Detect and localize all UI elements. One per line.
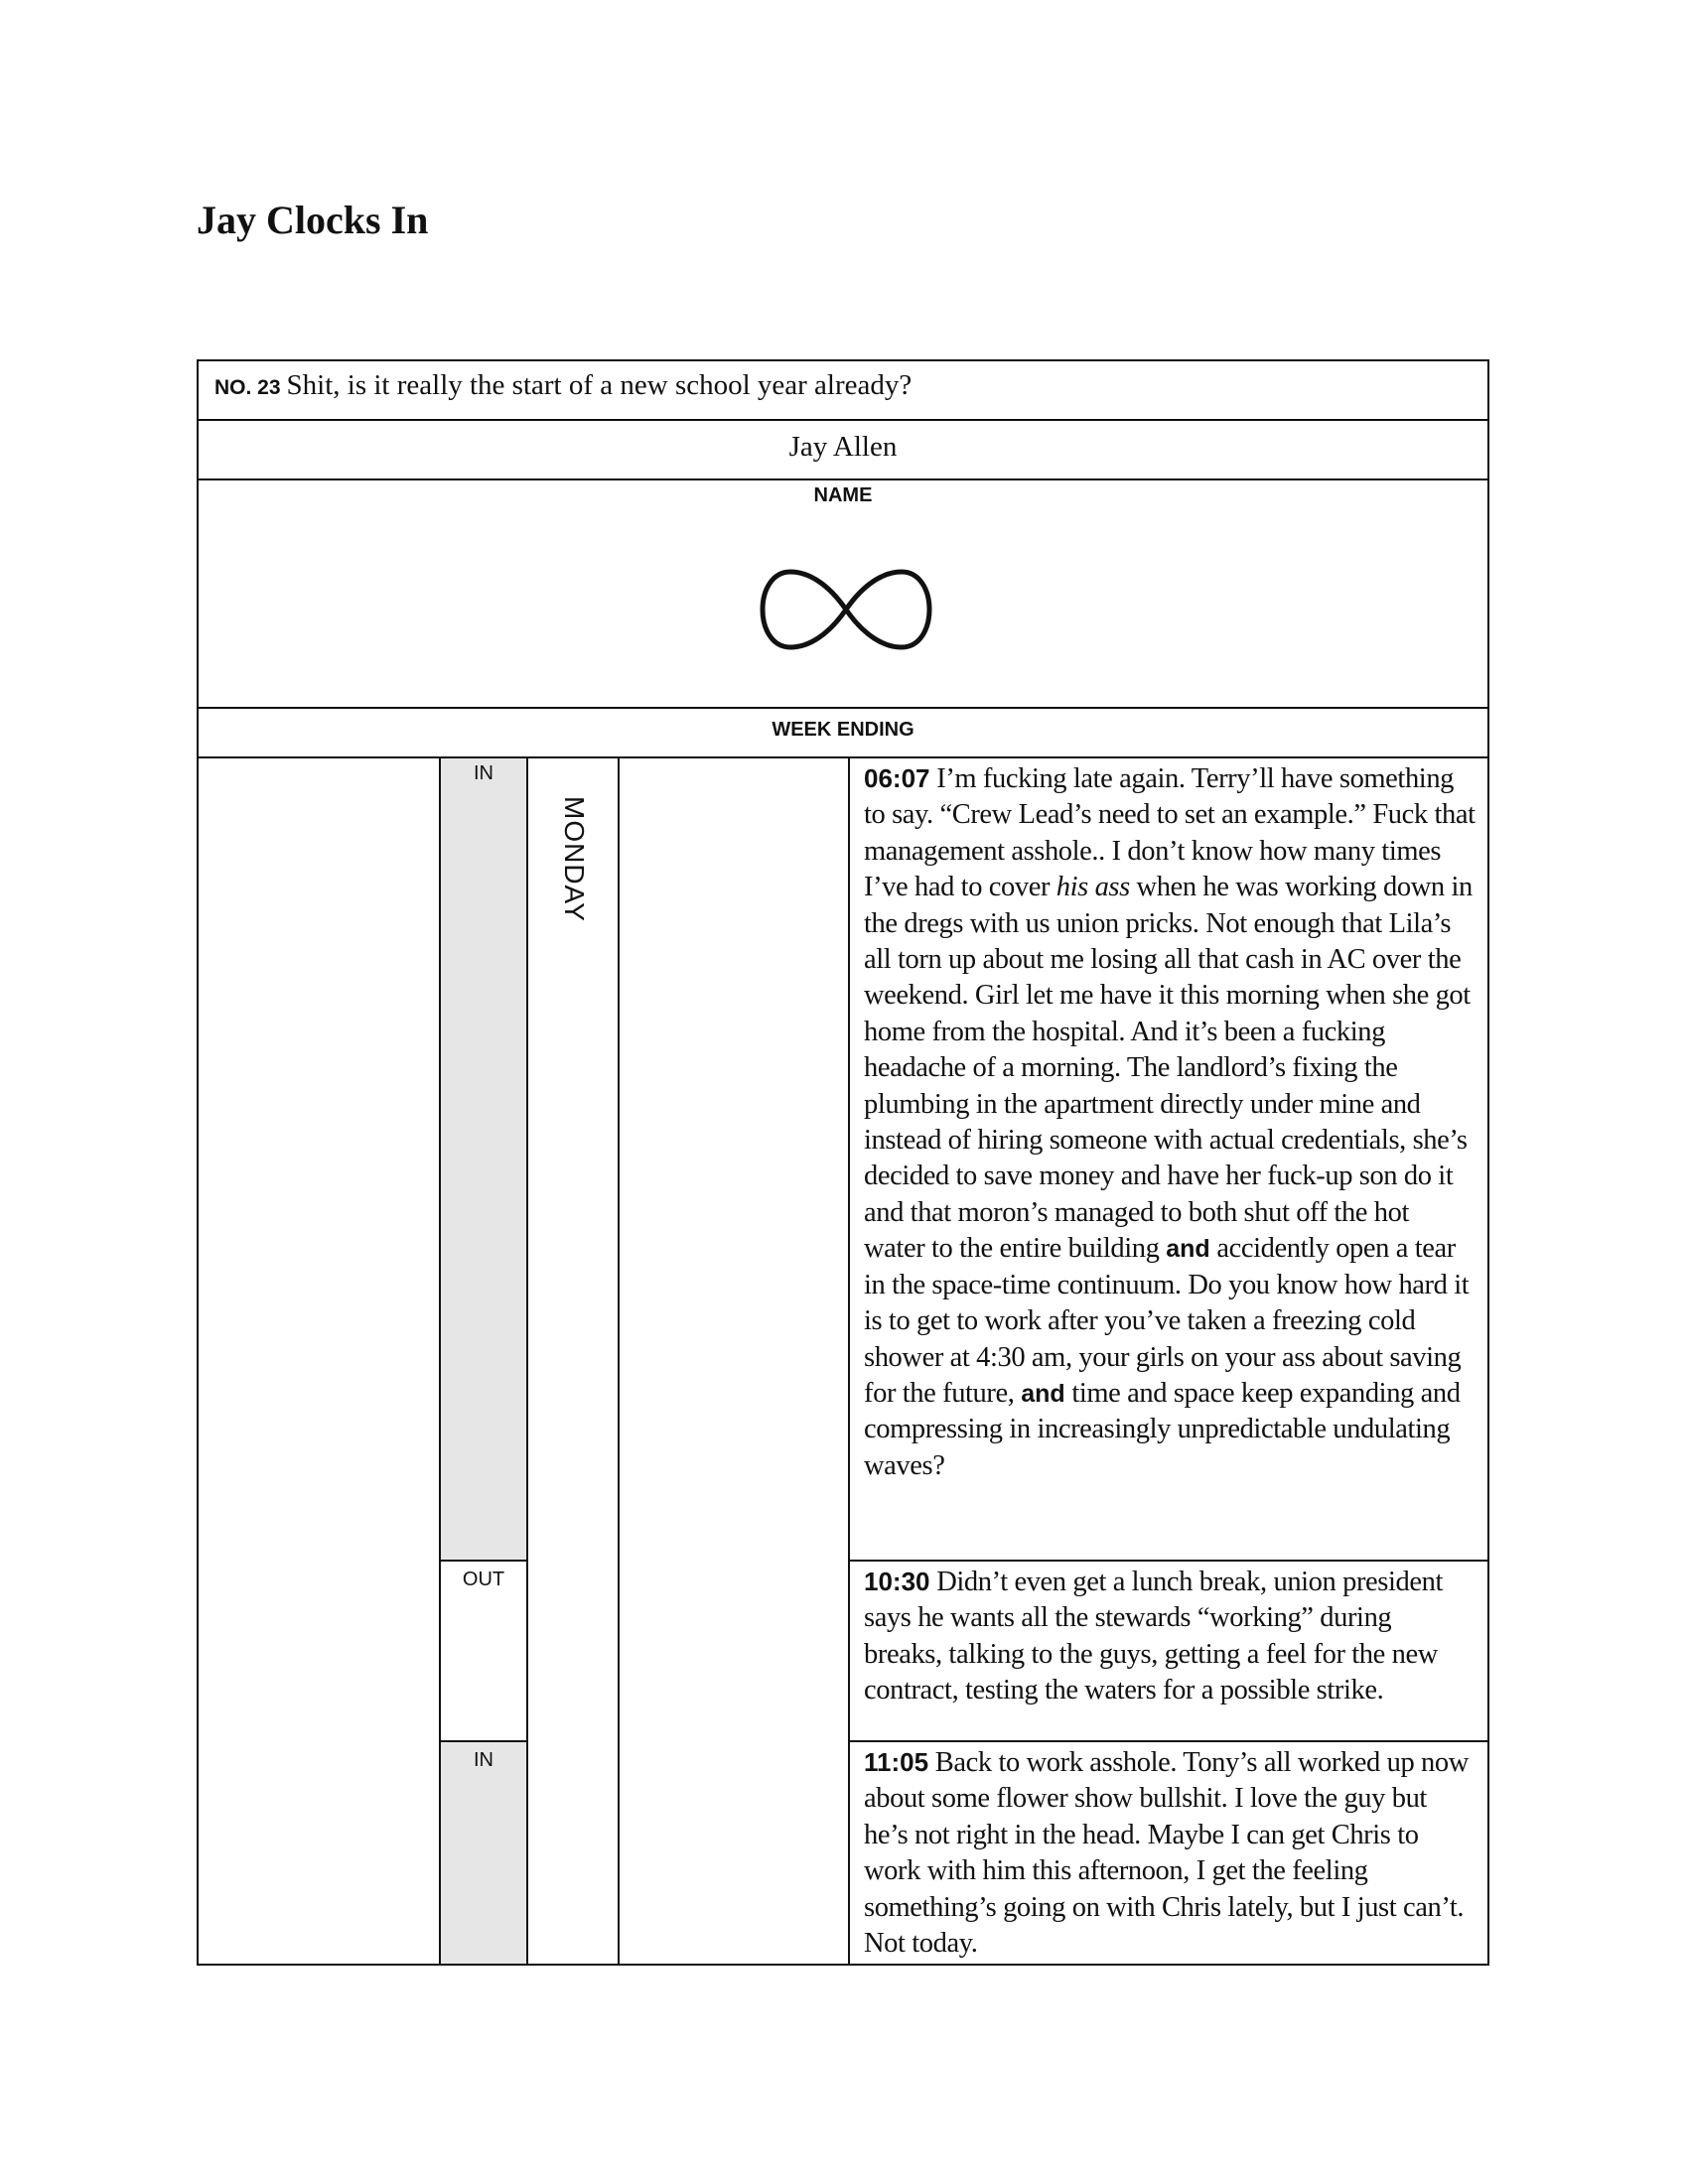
week-ending-row [197, 707, 1489, 758]
week-ending-label: WEEK ENDING [772, 719, 914, 741]
entry-prompt-line [214, 369, 912, 402]
journal-entry [848, 1560, 1489, 1742]
day-label-wrap [530, 796, 618, 929]
hours-column [618, 756, 850, 1966]
journal-entry [848, 756, 1489, 1562]
entry-text: 06:07 I’m fucking late again. Terry’ll have something to say. “Crew Lead’s need to set an example.” Fuck that management asshole.. I don’t know how many times I’ve had to cover his ass when he was working down in the dregs with us union pricks. Not enough that Lila’s all torn up about me losing all that cash in AC over the weekend. Girl let me have it this morning when she got home from the hospital. And it’s been a fucking headache of a morning. The landlord’s fixing the plumbing in the apartment directly under mine and instead of hiring someone with actual credentials, she’s decided to save money and have her fuck-up son do it and that moron’s managed to both shut off the hot water to the entire building and accidently open a tear in the space-time continuum. Do you know how hard it is to get to work after you’ve taken a freezing cold shower at 4:30 am, your girls on your ass about saving for the future, and time and space keep expanding and compressing in increasingly unpredictable undulating waves? [864, 763, 1476, 1481]
timesheet [197, 359, 1489, 1966]
page-title: Jay Clocks In [197, 198, 429, 242]
punch-out-label: OUT [462, 1569, 505, 1590]
date-column [197, 756, 441, 1966]
name-row [197, 478, 1489, 709]
day-column [526, 756, 620, 1966]
name-value-row [197, 419, 1489, 480]
divider [439, 1740, 528, 1742]
entry-text: 11:05 Back to work asshole. Tony’s all worked up now about some flower show bullshit. I love the guy but he’s not right in the head. Maybe I can get Chris to work with him this afternoon, I get the feeling something’s going on with Chris lately, but I just can’t. Not today. [864, 1747, 1469, 1960]
entry-time: 11:05 [864, 1747, 929, 1777]
name-value: Jay Allen [788, 431, 898, 463]
entry-time: 06:07 [864, 763, 930, 793]
infinity-icon [759, 568, 933, 651]
punch-column [439, 756, 528, 1966]
punch-in-label: IN [474, 762, 493, 784]
punch-in-label: IN [474, 1749, 493, 1771]
entry-text: 10:30 Didn’t even get a lunch break, union president says he wants all the stewards “working” during breaks, talking to the guys, getting a feel for the new contract, testing the waters for a possible strike. [864, 1567, 1443, 1706]
entry-time: 10:30 [864, 1567, 930, 1596]
entry-number: NO. 23 [214, 376, 281, 399]
entry-number-row [197, 359, 1489, 421]
name-label: NAME [813, 484, 873, 506]
day-label: MONDAY [559, 796, 590, 922]
divider [439, 1560, 528, 1562]
journal-entry [848, 1740, 1489, 1966]
entry-prompt: Shit, is it really the start of a new school year already? [286, 369, 913, 401]
